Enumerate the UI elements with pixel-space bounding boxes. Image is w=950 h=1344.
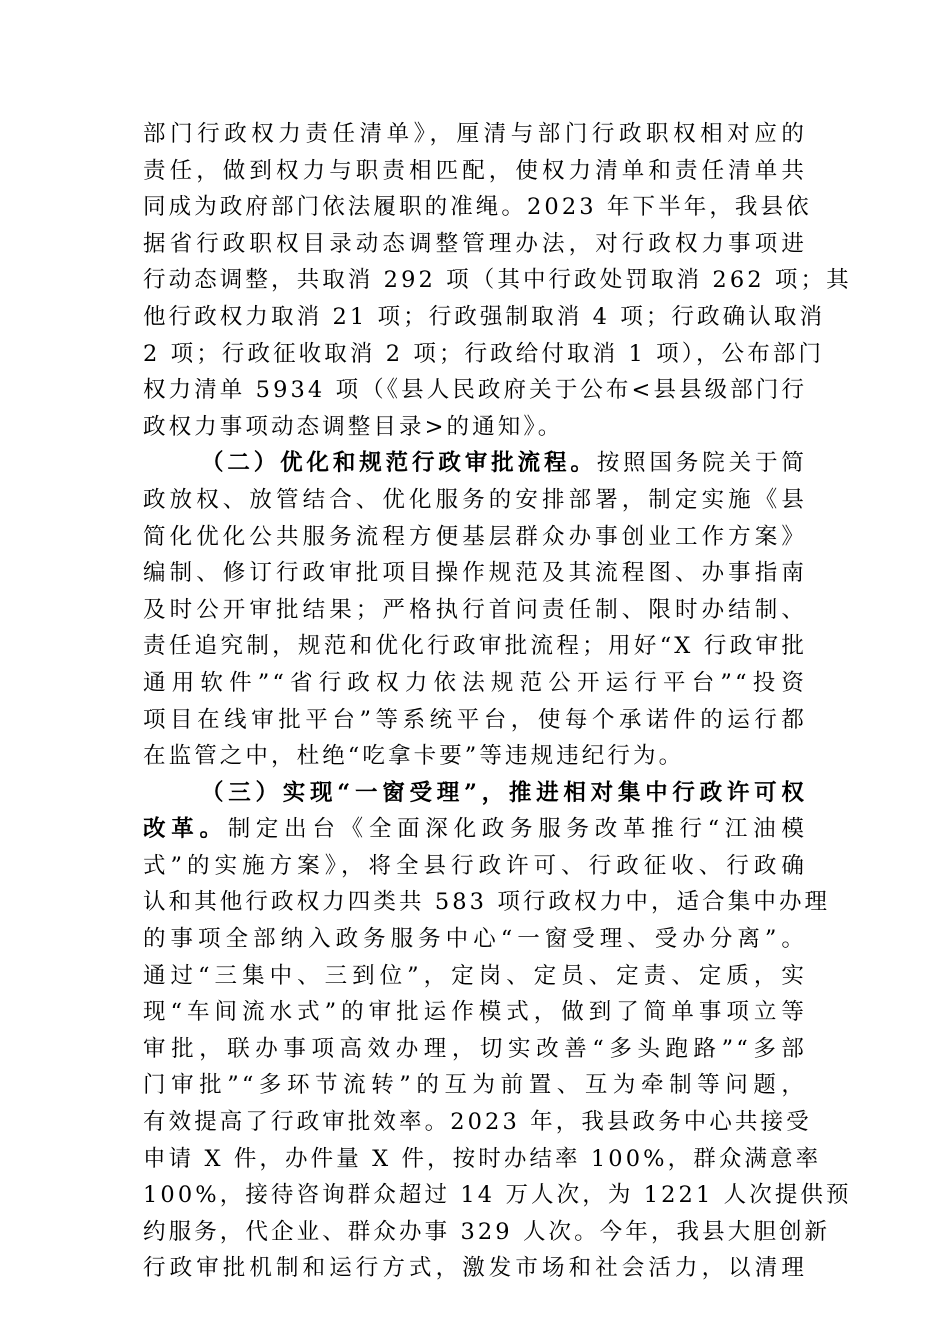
text-line bbox=[143, 848, 807, 885]
text-line bbox=[143, 153, 807, 190]
text-line bbox=[143, 116, 807, 153]
text-line bbox=[143, 994, 807, 1031]
text-line bbox=[143, 775, 807, 812]
text-run: 门审批”“多环节流转”的互为前置、互为牵制等问题， bbox=[143, 1072, 807, 1099]
text-run: 按照国务院关于简 bbox=[596, 450, 807, 477]
text-run: 责任追究制，规范和优化行政审批流程；用好“X 行政审批 bbox=[143, 633, 807, 660]
text-run: 通用软件”“省行政权力依法规范公开运行平台”“投资 bbox=[143, 669, 807, 696]
text-line bbox=[143, 445, 807, 482]
text-line bbox=[143, 226, 807, 263]
text-run: 行动态调整，共取消 292 项（其中行政处罚取消 262 项；其 bbox=[143, 267, 852, 294]
text-run: 的事项全部纳入政务服务中心“一窗受理、受办分离”。 bbox=[143, 926, 807, 953]
text-line bbox=[143, 811, 807, 848]
text-line bbox=[143, 921, 807, 958]
text-run: 项目在线审批平台”等系统平台，使每个承诺件的运行都 bbox=[143, 706, 807, 733]
text-run: 在监管之中，杜绝“吃拿卡要”等违规违纪行为。 bbox=[143, 743, 685, 770]
text-run: 认和其他行政权力四类共 583 项行政权力中，适合集中办理 bbox=[143, 889, 831, 916]
text-line bbox=[143, 1104, 812, 1141]
text-line bbox=[143, 1214, 831, 1251]
text-run: 100%，接待咨询群众超过 14 万人次，为 1221 人次提供预 bbox=[143, 1182, 852, 1209]
text-line bbox=[143, 372, 807, 409]
text-line bbox=[143, 702, 807, 739]
text-line bbox=[143, 958, 807, 995]
text-run: 同成为政府部门依法履职的准绳。2023 年下半年，我县依 bbox=[143, 194, 812, 221]
text-line bbox=[143, 555, 807, 592]
text-line bbox=[143, 409, 807, 446]
text-run: 审批，联办事项高效办理，切实改善“多头跑路”“多部 bbox=[143, 1035, 807, 1062]
text-run: 现“车间流水式”的审批运作模式，做到了简单事项立等 bbox=[143, 999, 807, 1026]
text-run: 通过“三集中、三到位”，定岗、定员、定责、定质，实 bbox=[143, 962, 807, 989]
text-run: 政权力事项动态调整目录>的通知》。 bbox=[143, 413, 564, 440]
text-line bbox=[143, 299, 826, 336]
text-line bbox=[143, 189, 812, 226]
text-run: 有效提高了行政审批效率。2023 年，我县政务中心共接受 bbox=[143, 1109, 812, 1136]
bold-heading-run: 改革。 bbox=[143, 816, 228, 843]
text-line bbox=[143, 738, 807, 775]
text-run: 政放权、放管结合、优化服务的安排部署，制定实施《县 bbox=[143, 486, 807, 513]
text-line bbox=[143, 592, 807, 629]
text-run: 据省行政职权目录动态调整管理办法，对行政权力事项进 bbox=[143, 230, 807, 257]
text-run: 编制、修订行政审批项目操作规范及其流程图、办事指南 bbox=[143, 560, 807, 587]
bold-heading-run: （三）实现“一窗受理”，推进相对集中行政许可权 bbox=[201, 779, 807, 806]
text-run: 2 项；行政征收取消 2 项；行政给付取消 1 项），公布部门 bbox=[143, 340, 825, 367]
text-run: 部门行政权力责任清单》，厘清与部门行政职权相对应的 bbox=[143, 121, 807, 147]
text-run: 及时公开审批结果；严格执行首问责任制、限时办结制、 bbox=[143, 596, 807, 623]
text-line bbox=[143, 1250, 807, 1287]
text-line bbox=[143, 1177, 852, 1214]
text-line bbox=[143, 665, 807, 702]
text-line bbox=[143, 519, 807, 556]
text-run: 行政审批机制和运行方式，激发市场和社会活力，以清理 bbox=[143, 1255, 807, 1282]
text-line bbox=[143, 262, 852, 299]
text-run: 式”的实施方案》，将全县行政许可、行政征收、行政确 bbox=[143, 852, 807, 879]
text-run: 约服务，代企业、群众办事 329 人次。今年，我县大胆创新 bbox=[143, 1218, 831, 1245]
text-line bbox=[143, 1031, 807, 1068]
text-run: 权力清单 5934 项（《县人民政府关于公布<县县级部门行 bbox=[143, 377, 808, 404]
text-line bbox=[143, 628, 807, 665]
text-line bbox=[143, 482, 807, 519]
text-line bbox=[143, 336, 825, 373]
text-run: 简化优化公共服务流程方便基层群众办事创业工作方案》 bbox=[143, 523, 807, 550]
text-run: 他行政权力取消 21 项；行政强制取消 4 项；行政确认取消 bbox=[143, 303, 826, 330]
document-body bbox=[143, 116, 852, 1287]
text-run: 责任，做到权力与职责相匹配，使权力清单和责任清单共 bbox=[143, 157, 807, 184]
text-run: 制定出台《全面深化政务服务改革推行“江油模 bbox=[227, 816, 807, 843]
bold-heading-run: （二）优化和规范行政审批流程。 bbox=[201, 450, 597, 477]
text-line bbox=[143, 1067, 807, 1104]
text-line bbox=[143, 884, 831, 921]
text-line bbox=[143, 1141, 822, 1178]
text-run: 申请 X 件，办件量 X 件，按时办结率 100%，群众满意率 bbox=[143, 1145, 822, 1172]
